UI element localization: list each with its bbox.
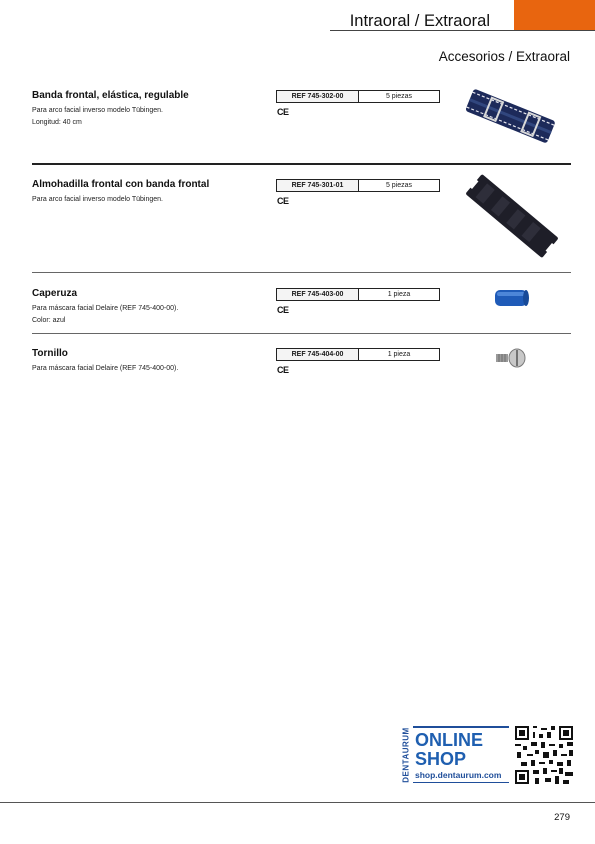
product-divider [32, 272, 571, 273]
product-desc-line: Color: azul [32, 317, 66, 324]
product-desc-line: Longitud: 40 cm [32, 119, 82, 126]
product-name: Banda frontal, elástica, regulable [32, 90, 189, 101]
shop-url-link[interactable]: shop.dentaurum.com [415, 770, 502, 780]
ce-mark-icon: CE [277, 305, 289, 315]
blue-cap-image [493, 287, 531, 309]
ce-mark-icon: CE [277, 107, 289, 117]
product-description [32, 105, 163, 129]
shop-title-shop: SHOP [415, 749, 467, 769]
qr-code-icon[interactable] [515, 726, 573, 784]
shop-brand-vertical [400, 726, 412, 784]
section-color-tab [514, 0, 595, 30]
screw-image [495, 348, 527, 368]
ce-mark-icon: CE [277, 196, 289, 206]
product-desc-line: Para máscara facial Delaire (REF 745-400-00). [32, 365, 179, 372]
product-divider [32, 163, 571, 165]
shop-divider [413, 726, 509, 728]
product-desc-line: Para arco facial inverso modelo Tübingen. [32, 107, 164, 114]
ref-quantity: 1 pieza [387, 351, 411, 358]
product-description [32, 363, 178, 375]
product-name: Caperuza [32, 288, 78, 299]
forehead-pad-image [460, 173, 564, 259]
ref-code: REF 745-403-00 [277, 289, 359, 300]
ref-quantity: 5 piezas [385, 93, 413, 100]
section-title: Accesorios / Extraoral [438, 49, 570, 64]
ref-quantity: 5 piezas [385, 182, 413, 189]
product-description [32, 194, 163, 206]
page-number: 279 [554, 812, 570, 823]
ref-box [276, 288, 440, 301]
product-name: Almohadilla frontal con banda frontal [32, 179, 210, 190]
shop-brand: DENTAURUM [401, 727, 411, 783]
product-description [32, 303, 178, 327]
page-title: Intraoral / Extraoral [349, 12, 490, 30]
ref-code: REF 745-301-01 [277, 180, 359, 191]
online-shop-banner[interactable] [400, 726, 575, 784]
ce-mark-icon: CE [277, 365, 289, 375]
shop-divider [413, 782, 509, 783]
ref-box [276, 179, 440, 192]
footer-divider [0, 802, 595, 803]
product-desc-line: Para máscara facial Delaire (REF 745-400-00). [32, 305, 179, 312]
ref-box [276, 348, 440, 361]
header-divider [330, 30, 595, 31]
ref-code: REF 745-302-00 [277, 91, 359, 102]
ref-quantity: 1 pieza [387, 291, 411, 298]
product-name: Tornillo [32, 348, 68, 359]
product-desc-line: Para arco facial inverso modelo Tübingen. [32, 196, 164, 203]
shop-title-online: ONLINE [415, 730, 484, 750]
ref-code: REF 745-404-00 [277, 349, 359, 360]
elastic-band-image [462, 84, 558, 150]
product-divider [32, 333, 571, 334]
ref-box [276, 90, 440, 103]
